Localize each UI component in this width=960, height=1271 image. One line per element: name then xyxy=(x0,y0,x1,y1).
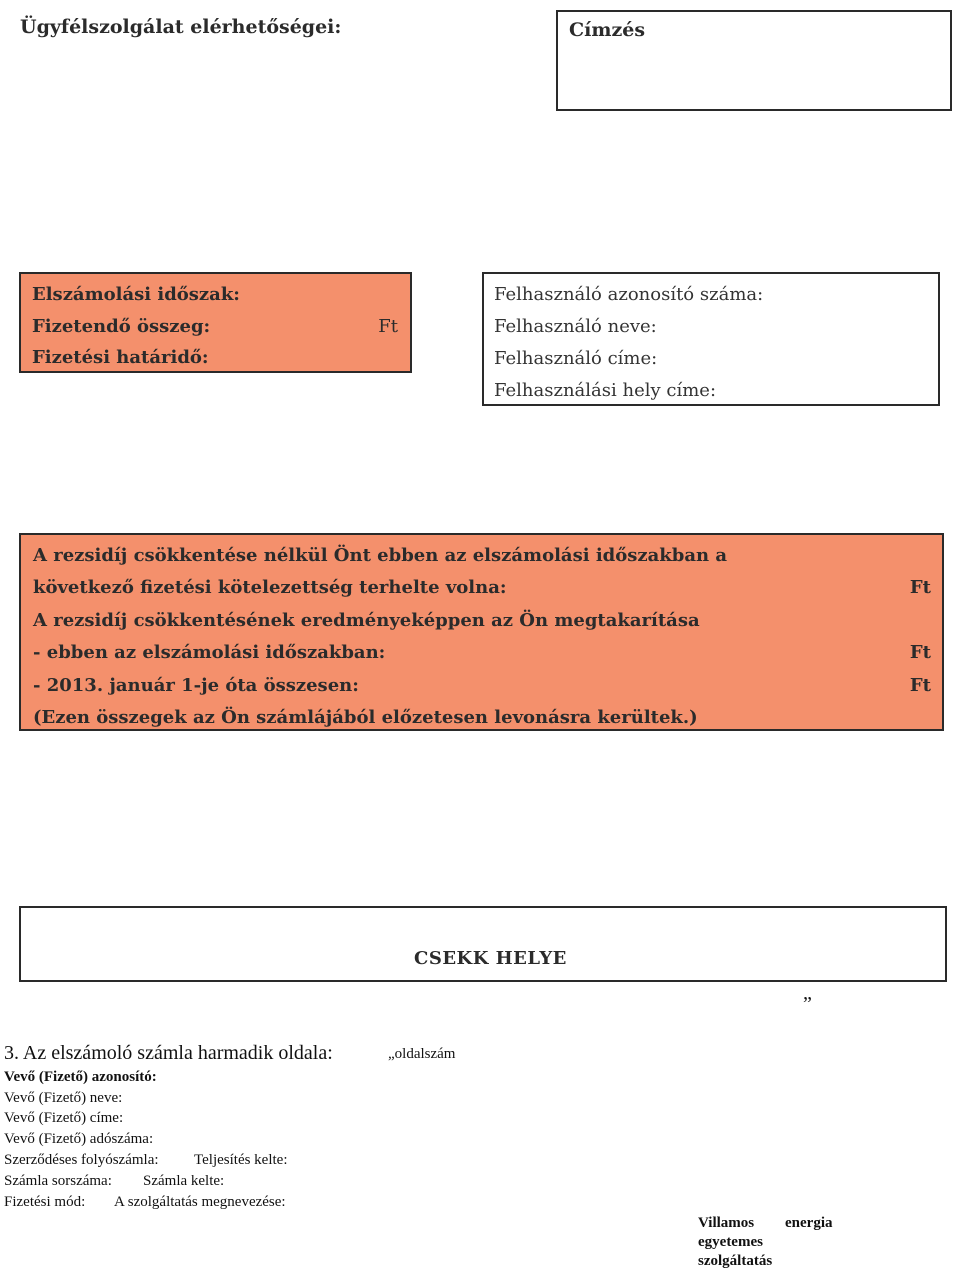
savings-line-2: következő fizetési kötelezettség terhelte volna: xyxy=(33,577,507,598)
service-value-line-1b: energia xyxy=(785,1215,833,1231)
payment-method-label: Fizetési mód: xyxy=(4,1194,86,1210)
user-info-box xyxy=(482,272,940,406)
usage-address-label: Felhasználási hely címe: xyxy=(494,380,717,401)
buyer-id-label: Vevő (Fizető) azonosító: xyxy=(4,1069,157,1085)
address-box-title: Címzés xyxy=(569,19,646,41)
user-address-label: Felhasználó címe: xyxy=(494,348,658,369)
page-number-label: „oldalszám xyxy=(388,1046,456,1062)
invoice-number-label: Számla sorszáma: xyxy=(4,1173,112,1189)
savings-line-2-currency: Ft xyxy=(909,577,931,598)
service-value-line-3: szolgáltatás xyxy=(698,1253,773,1269)
savings-line-4: - ebben az elszámolási időszakban: xyxy=(33,642,386,663)
buyer-tax-label: Vevő (Fizető) adószáma: xyxy=(4,1131,154,1147)
savings-box xyxy=(19,533,944,731)
billing-period-label: Elszámolási időszak: xyxy=(32,284,240,305)
due-date-label: Fizetési határidő: xyxy=(32,347,209,368)
user-name-label: Felhasználó neve: xyxy=(494,316,657,337)
amount-due-currency: Ft xyxy=(378,316,398,337)
service-value-line-1a: Villamos xyxy=(698,1215,755,1231)
savings-line-6: (Ezen összegek az Ön számlájából előzetesen levonásra kerültek.) xyxy=(33,707,698,728)
invoice-date-label: Számla kelte: xyxy=(143,1173,225,1189)
amount-due-label: Fizetendő összeg: xyxy=(32,316,211,337)
buyer-address-label: Vevő (Fizető) címe: xyxy=(4,1110,124,1126)
savings-line-5-currency: Ft xyxy=(909,675,931,696)
check-placeholder-label: CSEKK HELYE xyxy=(414,948,567,969)
savings-line-5: - 2013. január 1-je óta összesen: xyxy=(33,675,359,696)
contract-account-label: Szerződéses folyószámla: xyxy=(4,1152,159,1168)
closing-quote-mark: ” xyxy=(803,993,812,1015)
buyer-name-label: Vevő (Fizető) neve: xyxy=(4,1090,123,1106)
check-placeholder-box xyxy=(19,906,947,982)
address-box xyxy=(556,10,952,111)
savings-line-3: A rezsidíj csökkentésének eredményeképpen az Ön megtakarítása xyxy=(33,610,700,631)
page3-heading: 3. Az elszámoló számla harmadik oldala: xyxy=(4,1042,333,1064)
savings-line-4-currency: Ft xyxy=(909,642,931,663)
user-id-label: Felhasználó azonosító száma: xyxy=(494,284,764,305)
service-value-line-2: egyetemes xyxy=(698,1234,763,1250)
billing-summary-box xyxy=(19,272,412,373)
service-name-label: A szolgáltatás megnevezése: xyxy=(114,1194,286,1210)
customer-service-heading: Ügyfélszolgálat elérhetőségei: xyxy=(20,16,342,38)
fulfillment-date-label: Teljesítés kelte: xyxy=(194,1152,288,1168)
savings-line-1: A rezsidíj csökkentése nélkül Önt ebben az elszámolási időszakban a xyxy=(33,545,728,566)
